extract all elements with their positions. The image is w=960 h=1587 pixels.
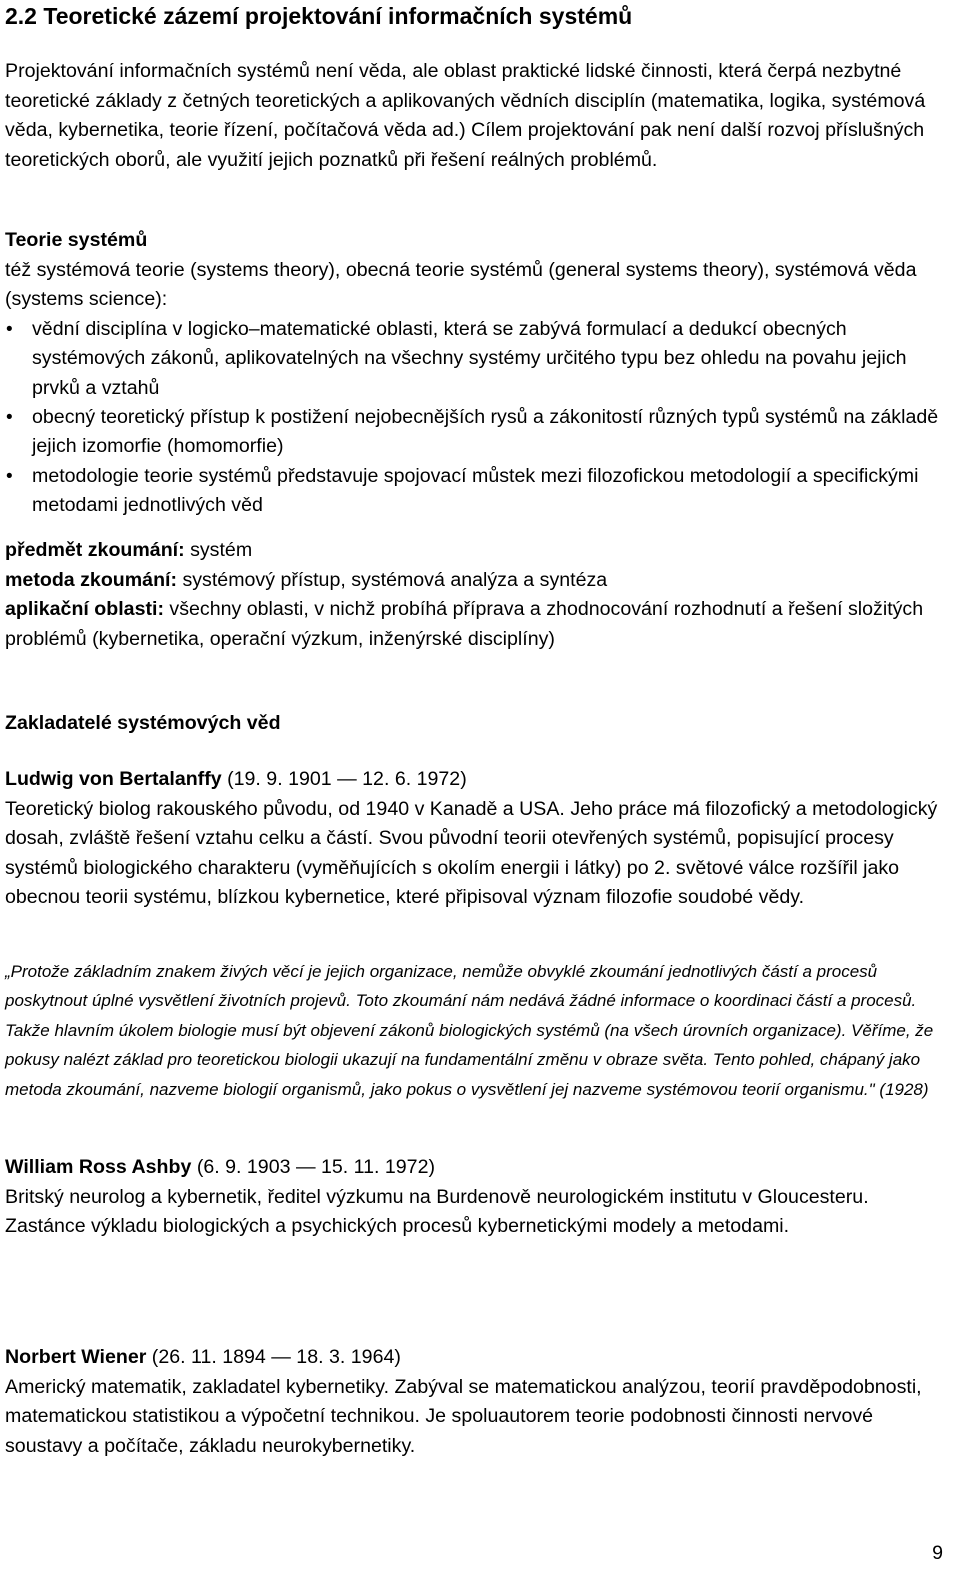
systems-theory-bullets — [5, 315, 950, 521]
founder-ashby — [5, 1153, 950, 1242]
definition-label: metoda zkoumání: — [5, 568, 178, 591]
definition-method — [5, 566, 950, 596]
founder-name: William Ross Ashby — [5, 1156, 192, 1178]
definition-label: aplikační oblasti: — [5, 598, 164, 621]
definition-subject — [5, 536, 950, 566]
bullet-item — [5, 462, 950, 521]
intro-paragraph: Projektování informačních systémů není věda, ale oblast praktické lidské činnosti, která čerpá nezbytné teoretické základy z četných teoretických a aplikovaných vědních disciplín (matematika, logika, systémová věda, kybernetika, teorie řízení, počítačová věda ad.) Cílem projektování pak není další rozvoj příslušných teoretických oborů, ale využití jejich poznatků při řešení reálných problémů. — [5, 60, 926, 171]
bullet-text: metodologie teorie systémů představuje spojovací můstek mezi filozofickou metodologií a specifickými metodami jednotlivých věd — [32, 464, 919, 517]
bullet-item — [5, 403, 950, 462]
bertalanffy-quote: „Protože základním znakem živých věcí je jejich organizace, nemůže obvyklé zkoumání jednotlivých částí a procesů poskytnout úplné vysvětlení životních projevů. Toto zkoumání nám nedává žádné informace o koordinaci částí a procesů. Takže hlavním úkolem biologie musí být objevení zákonů biologických systémů (na všech úrovních organizace). Věříme, že pokusy nalézt základ pro teoretickou biologii ukazují na fundamentální změnu v obraze světa. Tento pohled, chápaný jako metoda zkoumání, nazveme biologií organismů, jako pokus o vysvětlení jej nazveme systémovou teorií organismu." (1928) — [5, 962, 934, 1099]
bullet-text: vědní disciplína v logicko–matematické oblasti, která se zabývá formulací a dedukcí obecných systémových zákonů, aplikovatelných na všechny systémy určitého typu bez ohledu na povahu jejich prvků a vztahů — [32, 317, 907, 399]
founders-heading-block — [5, 709, 950, 739]
section-heading-block — [5, 1, 950, 31]
definition-label: předmět zkoumání: — [5, 539, 185, 561]
definitions-block — [5, 536, 950, 654]
founder-bertalanffy — [5, 765, 950, 913]
systems-theory-block — [5, 226, 950, 521]
intro-block — [5, 57, 950, 175]
founder-name: Ludwig von Bertalanffy — [5, 768, 222, 790]
founder-dates: (19. 9. 1901 — 12. 6. 1972) — [221, 768, 467, 790]
founder-bio: Britský neurolog a kybernetik, ředitel výzkumu na Burdenově neurologickém institutu v Gloucesteru. Zastánce výkladu biologických a psychických procesů kybernetickými modely a metodami. — [5, 1185, 869, 1238]
bertalanffy-quote-block — [5, 957, 950, 1104]
bullet-icon: • — [6, 465, 13, 487]
founder-bio: Teoretický biolog rakouského původu, od 1940 v Kanadě a USA. Jeho práce má filozofický a metodologický dosah, zvláště řešení vztahu celku a částí. Svou původní teorii otevřených systémů, popisující procesy systémů biologického charakteru (vyměňujících s okolím energii i látky) po 2. světové válce rozšířil jako obecnou teorii systému, blízkou kybernetice, které připisoval význam filozofie soudobé vědy. — [5, 797, 938, 909]
founder-bio: Americký matematik, zakladatel kybernetiky. Zabýval se matematickou analýzou, teorií pravděpodobnosti, matematickou statistikou a výpočetní technikou. Je spoluautorem teorie podobnosti činnosti nervové soustavy a počítače, základu neurokybernetiky. — [5, 1375, 922, 1457]
systems-theory-title: Teorie systémů — [5, 229, 148, 251]
founder-wiener — [5, 1343, 950, 1461]
definition-text: systémový přístup, systémová analýza a syntéza — [177, 568, 608, 591]
page-number: 9 — [932, 1542, 943, 1564]
bullet-item — [5, 315, 950, 403]
founders-heading: Zakladatelé systémových věd — [5, 712, 281, 734]
definition-text: všechny oblasti, v nichž probíhá příprava a zhodnocování rozhodnutí a řešení složitých problémů (kybernetika, operační výzkum, inženýrské disciplíny) — [5, 598, 924, 650]
bullet-text: obecný teoretický přístup k postižení nejobecnějších rysů a zákonitostí různých typů systémů na základě jejich izomorfie (homomorfie) — [32, 406, 939, 458]
systems-theory-description: též systémová teorie (systems theory), obecná teorie systémů (general systems theory), systémová věda (systems science): — [5, 258, 917, 311]
section-heading: 2.2 Teoretické zázemí projektování informačních systémů — [5, 3, 633, 29]
definition-text: systém — [184, 539, 253, 561]
definition-application — [5, 595, 950, 654]
bullet-icon: • — [6, 318, 13, 340]
founder-header — [5, 1343, 950, 1373]
founder-header — [5, 1153, 950, 1183]
founder-name: Norbert Wiener — [5, 1346, 147, 1368]
bullet-icon: • — [6, 407, 13, 428]
founder-header — [5, 765, 950, 795]
founder-dates: (26. 11. 1894 — 18. 3. 1964) — [146, 1346, 401, 1368]
founder-dates: (6. 9. 1903 — 15. 11. 1972) — [191, 1156, 436, 1178]
